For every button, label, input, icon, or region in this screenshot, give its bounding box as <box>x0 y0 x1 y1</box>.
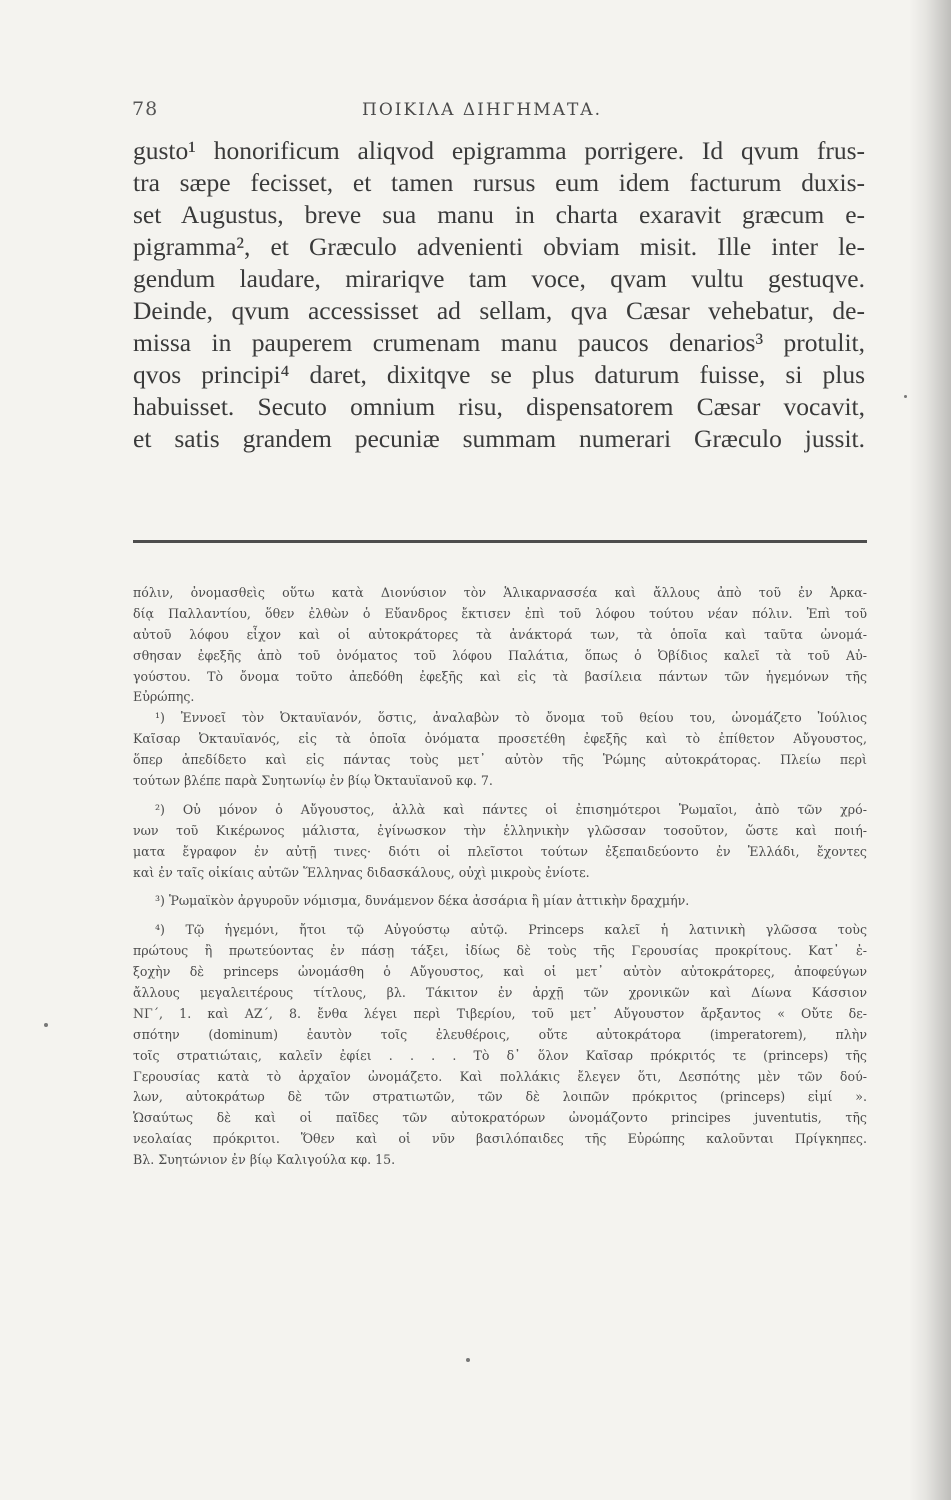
footnote-line: δίᾳ Παλλαντίου, ὅθεν ἐλθὼν ὁ Εὔανδρος ἔκτισεν ἐπὶ τοῦ λόφου τούτου νέαν πόλιν. Ἐπὶ τοῦ <box>133 605 867 621</box>
page-edge-shadow <box>909 0 951 1500</box>
running-head: ΠΟΙΚΙΛΑ ΔΙΗΓΗΜΑΤΑ. <box>362 100 602 120</box>
main-line: missa in pauperem crumenam manu paucos denarios³ protulit, <box>133 328 865 357</box>
footnote-line: Ὡσαύτως δὲ καὶ οἱ παῖδες τῶν αὐτοκρατόρων ὠνομάζοντο principes juventutis, τῆς <box>133 1110 867 1126</box>
footnote-line: καὶ ἐν ταῖς οἰκίαις αὐτῶν Ἕλληνας διδασκάλους, οὐχὶ μικροὺς ἐνίοτε. <box>133 864 590 880</box>
footnote-line: τούτων βλέπε παρὰ Συητωνίῳ ἐν βίῳ Ὀκταυϊανοῦ κφ. 7. <box>133 773 493 789</box>
footnote-line: ¹) Ἐννοεῖ τὸν Ὀκταυϊανόν, ὅστις, ἀναλαβὼν τὸ ὄνομα τοῦ θείου του, ὠνομάζετο Ἰούλιος <box>155 710 867 726</box>
main-line: pigramma², et Græculo advenienti obviam misit. Ille inter le- <box>133 232 865 261</box>
footnote-line: πρώτους ἢ πρωτεύοντας ἐν πάσῃ τάξει, ἰδίως δὲ τοὺς τῆς Γερουσίας προκρίτους. Κατ᾽ ἐ- <box>133 943 867 959</box>
ink-speck <box>44 1023 48 1027</box>
footnote-continuation <box>133 583 867 708</box>
footnote-line: ΝΓ΄, 1. καὶ ΑΖ΄, 8. ἔνθα λέγει περὶ Τιβερίου, τοῦ μετ᾽ Αὔγουστον ἄρξαντος « Οὔτε δε- <box>133 1005 867 1021</box>
footnote-line: πόλιν, ὀνομασθεὶς οὕτω κατὰ Διονύσιον τὸν Ἁλικαρνασσέα καὶ ἄλλους ἀπὸ τοῦ ἐν Ἀρκα- <box>133 585 867 600</box>
footnotes <box>133 583 867 1171</box>
footnote-line: γούστου. Τὸ ὄνομα τοῦτο ἀπεδόθη ἐφεξῆς καὶ εἰς τὰ βασίλεια πάντων τῶν ἡγεμόνων τῆς <box>133 668 867 684</box>
main-line: et satis grandem pecuniæ summam numerari Græculo jussit. <box>133 424 865 453</box>
footnote-line: ³) Ῥωμαϊκὸν ἀργυροῦν νόμισμα, δυνάμενον δέκα ἀσσάρια ἢ μίαν ἀττικὴν δραχμήν. <box>155 893 690 909</box>
footnote-line: ἄλλους μεγαλειτέρους τίτλους, βλ. Τάκιτον ἐν ἀρχῇ τῶν χρονικῶν καὶ Δίωνα Κάσσιον <box>133 985 867 1001</box>
main-line: gusto¹ honorificum aliqvod epigramma porrigere. Id qvum frus- <box>133 136 865 165</box>
footnote-line: ὅπερ ἀπεδίδετο καὶ εἰς πάντας τοὺς μετ᾽ αὐτὸν τῆς Ῥώμης αὐτοκράτορας. Πλείω περὶ <box>133 752 867 768</box>
footnote-line: σθησαν ἐφεξῆς ἀπὸ τοῦ ὀνόματος τοῦ λόφου Παλάτια, ὅπως ὁ Ὀβίδιος καλεῖ τὰ τοῦ Αὐ- <box>133 647 867 663</box>
footnote-line: λων, αὐτοκράτωρ δὲ τῶν στρατιωτῶν, τῶν δὲ λοιπῶν πρόκριτος (princeps) εἰμί ». <box>133 1089 867 1105</box>
footnote-line: ²) Οὐ μόνον ὁ Αὔγουστος, ἀλλὰ καὶ πάντες οἱ ἐπισημότεροι Ῥωμαῖοι, ἀπὸ τῶν χρό- <box>155 801 867 817</box>
main-line: set Augustus, breve sua manu in charta exaravit græcum e- <box>133 200 865 229</box>
footnote-line: ⁴) Τῷ ἡγεμόνι, ἤτοι τῷ Αὐγούστῳ αὐτῷ. Princeps καλεῖ ἡ λατινικὴ γλῶσσα τοὺς <box>155 922 867 938</box>
footnote-divider <box>133 540 867 543</box>
footnote-line: ματα ἔγραφον ἐν αὐτῇ τινες· διότι οἱ πλεῖστοι τούτων ἐξεπαιδεύοντο ἐν Ἑλλάδι, ἔχοντες <box>133 843 867 859</box>
footnote-line: Βλ. Συητώνιον ἐν βίῳ Καλιγούλα κφ. 15. <box>133 1152 396 1168</box>
footnote-line: αὐτοῦ λόφου εἶχον καὶ οἱ αὐτοκράτορες τὰ ἀνάκτορά των, τὰ ὁποῖα καὶ ταῦτα ὠνομά- <box>133 626 867 642</box>
footnote-line: Εὐρώπης. <box>133 689 195 705</box>
main-line: tra sæpe fecisset, et tamen rursus eum idem facturum duxis- <box>133 168 865 197</box>
page-header <box>132 98 862 132</box>
main-line: qvos principi⁴ daret, dixitqve se plus daturum fuisse, si plus <box>133 360 865 389</box>
main-line: habuisset. Secuto omnium risu, dispensatorem Cæsar vocavit, <box>133 392 865 421</box>
footnote-line: Καῖσαρ Ὀκταυϊανός, εἰς τὰ ὁποῖα ὀνόματα προσετέθη ἐφεξῆς καὶ τὸ ἐπίθετον Αὔγουστος, <box>133 731 867 747</box>
footnote-line: ξοχὴν δὲ princeps ὠνομάσθη ὁ Αὔγουστος, καὶ οἱ μετ᾽ αὐτὸν αὐτοκράτορες, ἀποφεύγων <box>133 964 867 980</box>
footnote-line: Γερουσίας κατὰ τὸ ἀρχαῖον ὠνομάζετο. Καὶ πολλάκις ἔλεγεν ὅτι, Δεσπότης μὲν τῶν δού- <box>133 1068 867 1084</box>
footnote-line: τοῖς στρατιώταις, καλεῖν ἐφίει . . . . Τὸ δ᾽ ὅλον Καῖσαρ πρόκριτός τε (princeps) τῆς <box>133 1047 867 1063</box>
footnote-line: νεολαίας πρόκριτοι. Ὅθεν καὶ οἱ νῦν βασιλόπαιδες τῆς Εὐρώπης καλοῦνται Πρίγκηπες. <box>133 1131 867 1147</box>
main-line: Deinde, qvum accessisset ad sellam, qva Cæsar vehebatur, de- <box>133 296 865 325</box>
footnote-4 <box>133 920 867 1171</box>
footnote-2 <box>133 800 867 884</box>
page-number: 78 <box>132 98 159 120</box>
footnote-3 <box>133 891 867 912</box>
footnote-line: νων τοῦ Κικέρωνος μάλιστα, ἐγίνωσκον τὴν ἑλληνικὴν γλῶσσαν τοσοῦτον, ὥστε καὶ ποιή- <box>133 822 867 838</box>
main-line: gendum laudare, mirariqve tam voce, qvam vultu gestuqve. <box>133 264 865 293</box>
footnote-line: σπότην (dominum) ἑαυτὸν τοῖς ἐλευθέροις, οὔτε αὐτοκράτορα (imperatorem), πλὴν <box>133 1026 867 1042</box>
footnote-1 <box>133 708 867 792</box>
ink-speck <box>904 395 907 398</box>
main-text-body <box>133 135 865 455</box>
ink-speck <box>466 1358 470 1362</box>
